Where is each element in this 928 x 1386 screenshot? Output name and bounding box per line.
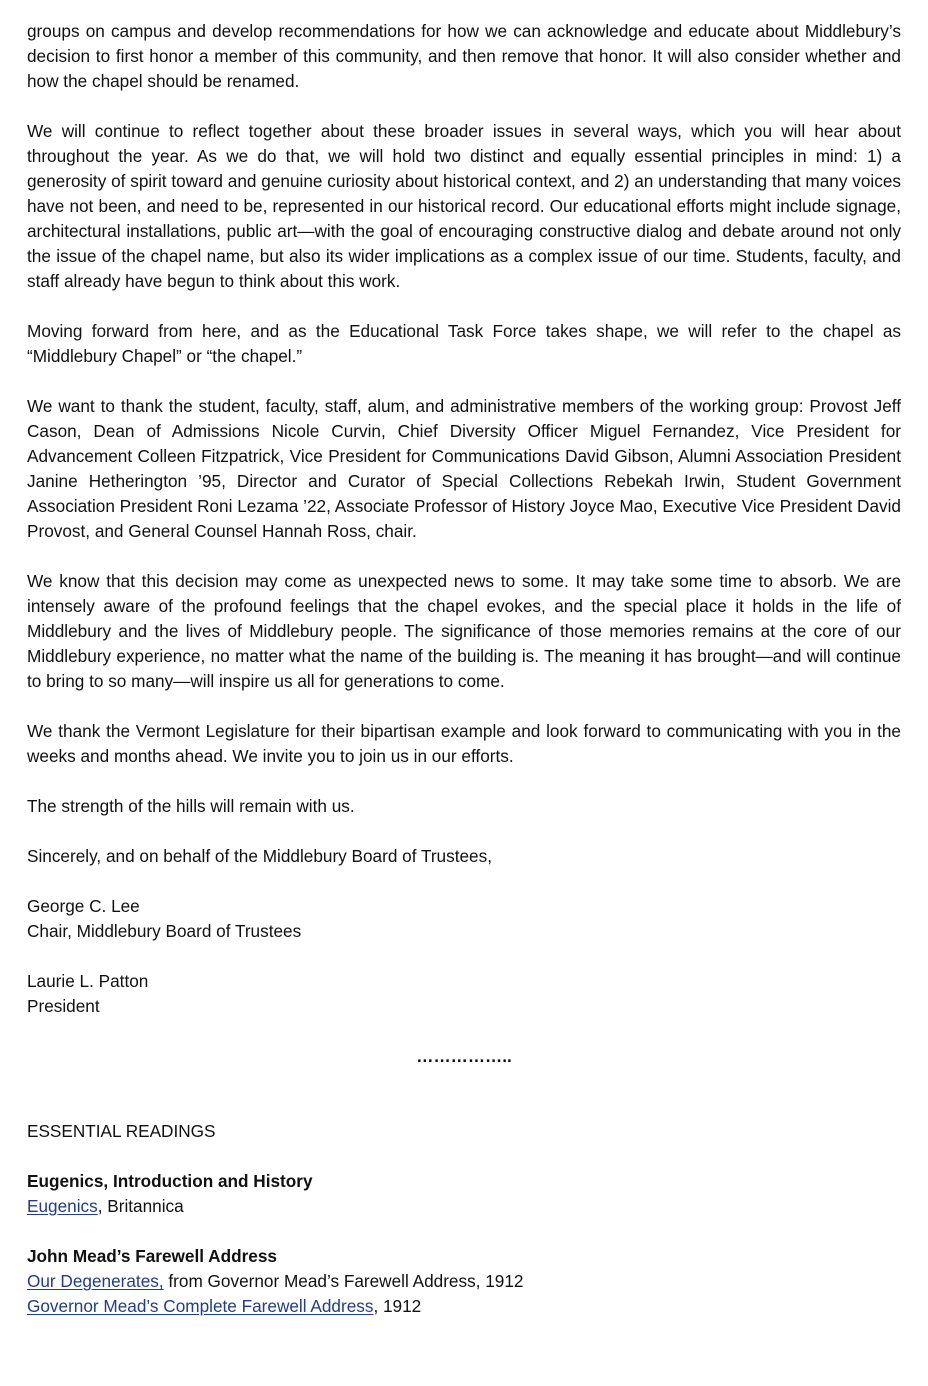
reading-line-suffix: from Governor Mead’s Farewell Address, 1912 bbox=[163, 1271, 524, 1291]
body-paragraph-1: groups on campus and develop recommendations for how we can acknowledge and educate about Middlebury’s decision to first honor a member of this community, and then remove that honor. It will also consider whether and how the chapel should be renamed. bbox=[27, 21, 901, 91]
closing-line: The strength of the hills will remain with us. bbox=[27, 796, 355, 816]
body-paragraph-2: We will continue to reflect together about these broader issues in several ways, which you will hear about throughout the year. As we do that, we will hold two distinct and equally essential principles in mind: 1) a generosity of spirit toward and genuine curiosity about historical context, and 2) an understanding that many voices have not been, and need to be, represented in our historical record. Our educational efforts might include signage, architectural installations, public art—with the goal of encouraging constructive dialog and debate around not only the issue of the chapel name, but also its wider implications as a complex issue of our time. Students, faculty, and staff already have begun to think about this work. bbox=[27, 121, 901, 291]
sign-off: Sincerely, and on behalf of the Middlebury Board of Trustees, bbox=[27, 846, 492, 866]
complete-farewell-address-link[interactable]: Governor Mead’s Complete Farewell Address bbox=[27, 1296, 374, 1316]
body-paragraph-6: We thank the Vermont Legislature for their bipartisan example and look forward to communicating with you in the weeks and months ahead. We invite you to join us in our efforts. bbox=[27, 721, 901, 766]
signatory-name: Laurie L. Patton bbox=[27, 971, 149, 991]
signatory-name: George C. Lee bbox=[27, 896, 140, 916]
section-separator: …………….. bbox=[416, 1046, 512, 1066]
reading-line-suffix: , Britannica bbox=[97, 1196, 184, 1216]
reading-group-title: John Mead’s Farewell Address bbox=[27, 1246, 277, 1266]
reading-line bbox=[27, 1294, 901, 1319]
reading-group-eugenics bbox=[27, 1169, 901, 1219]
body-paragraph-5: We know that this decision may come as unexpected news to some. It may take some time to absorb. We are intensely aware of the profound feelings that the chapel evokes, and the special place it holds in the life of Middlebury and the lives of Middlebury people. The significance of those memories remains at the core of our Middlebury experience, no matter what the name of the building is. The meaning it has brought—and will continue to bring to so many—will inspire us all for generations to come. bbox=[27, 571, 901, 691]
spacer bbox=[27, 1069, 901, 1119]
our-degenerates-link[interactable]: Our Degenerates, bbox=[27, 1271, 164, 1291]
eugenics-britannica-link[interactable]: Eugenics bbox=[27, 1196, 98, 1216]
signature-block-president bbox=[27, 969, 901, 1019]
signatory-title: President bbox=[27, 996, 100, 1016]
readings-heading: ESSENTIAL READINGS bbox=[27, 1121, 216, 1141]
reading-group-mead bbox=[27, 1244, 901, 1319]
reading-line bbox=[27, 1194, 901, 1219]
signatory-title: Chair, Middlebury Board of Trustees bbox=[27, 921, 302, 941]
body-paragraph-4: We want to thank the student, faculty, staff, alum, and administrative members of the working group: Provost Jeff Cason, Dean of Admissions Nicole Curvin, Chief Diversity Officer Miguel Fernandez, Vice President for Advancement Colleen Fitzpatrick, Vice President for Communications David Gibson, Alumni Association President Janine Hetherington ’95, Director and Curator of Special Collections Rebekah Irwin, Student Government Association President Roni Lezama ’22, Associate Professor of History Joyce Mao, Executive Vice President David Provost, and General Counsel Hannah Ross, chair. bbox=[27, 396, 901, 541]
document-page bbox=[27, 19, 901, 1344]
body-paragraph-3: Moving forward from here, and as the Educational Task Force takes shape, we will refer to the chapel as “Middlebury Chapel” or “the chapel.” bbox=[27, 321, 901, 366]
reading-group-title: Eugenics, Introduction and History bbox=[27, 1171, 313, 1191]
reading-line-suffix: , 1912 bbox=[373, 1296, 422, 1316]
reading-line bbox=[27, 1269, 901, 1294]
signature-block-chair bbox=[27, 894, 901, 944]
